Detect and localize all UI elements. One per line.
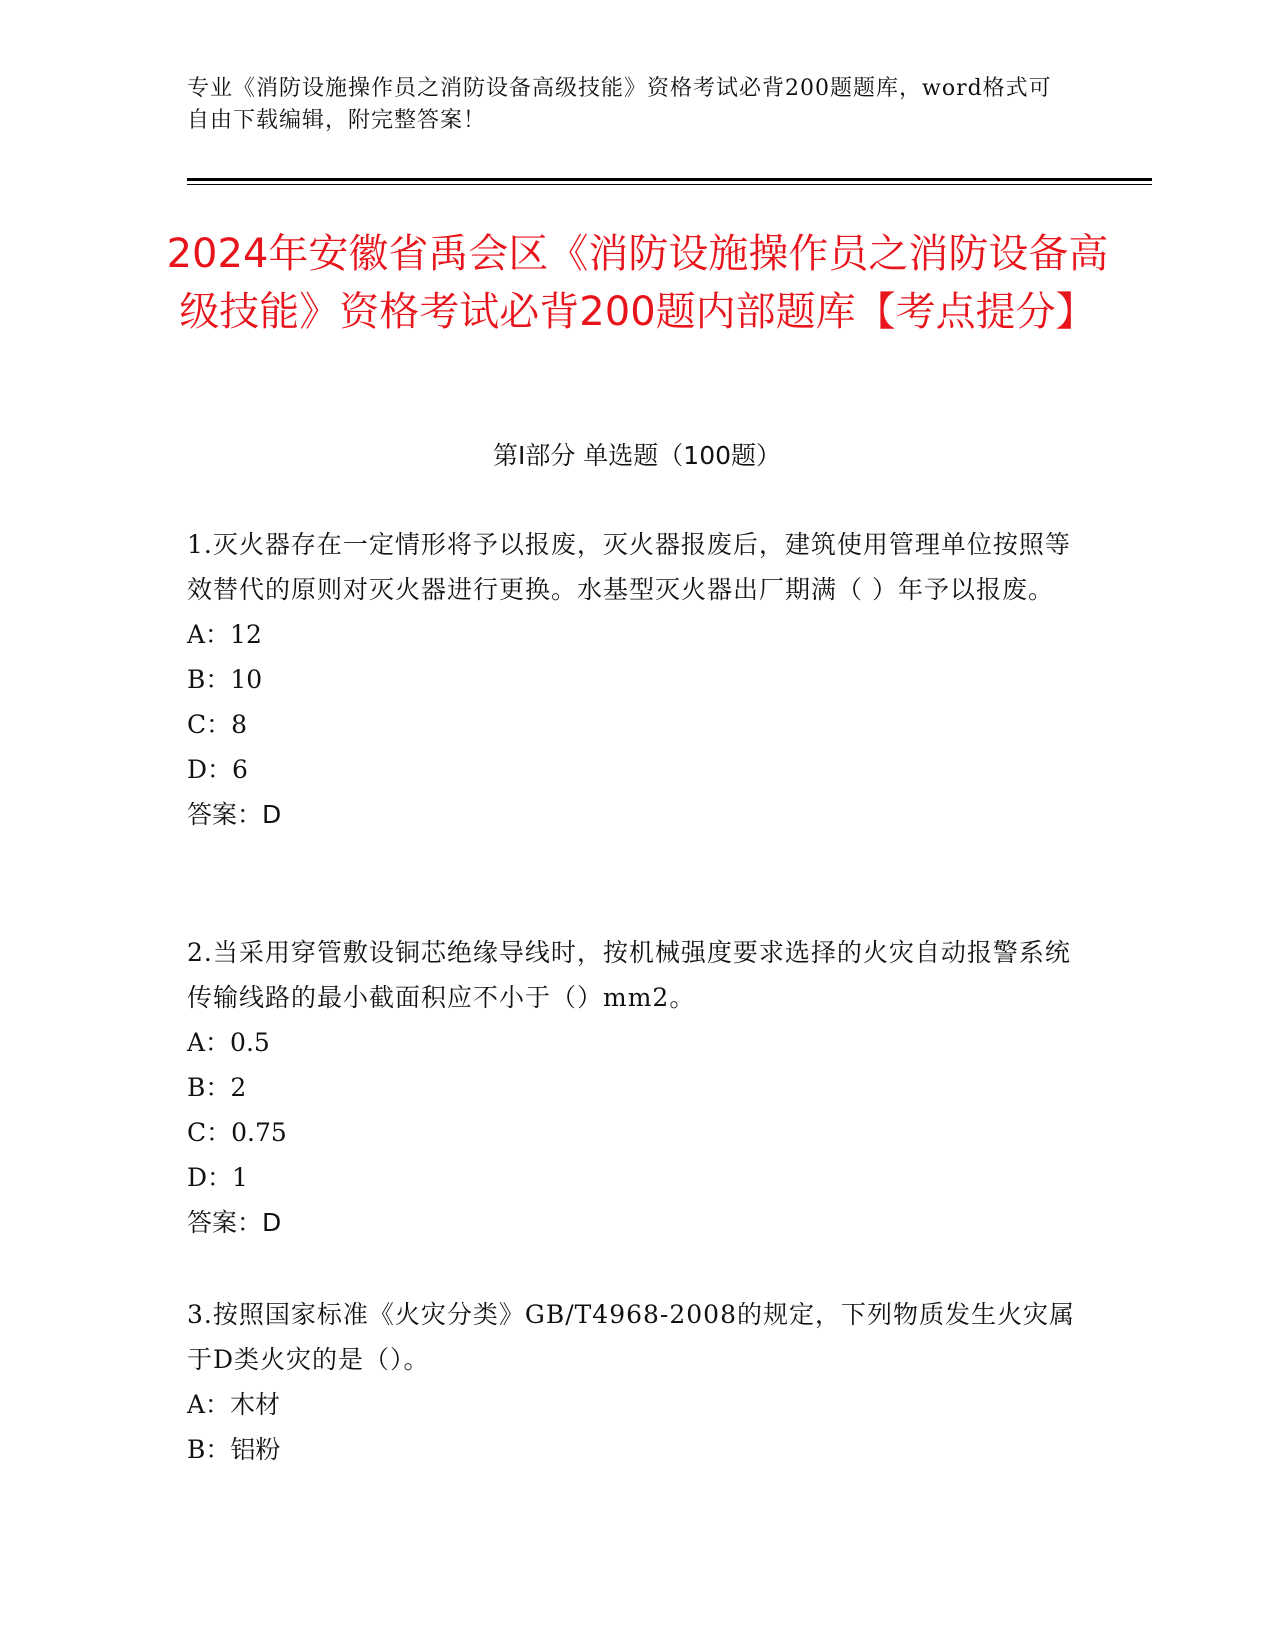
- question-2: [187, 930, 1087, 1245]
- answer: 答案：D: [187, 800, 282, 829]
- option-d: D：1: [187, 1163, 248, 1192]
- option-a: A：12: [187, 620, 262, 649]
- document-title: 2024年安徽省禹会区《消防设施操作员之消防设备高级技能》资格考试必背200题内部题库【考点提分】: [166, 231, 1109, 335]
- option-d: D：6: [187, 755, 248, 784]
- header-divider-thick: [187, 178, 1152, 181]
- option-b: B：2: [187, 1073, 247, 1102]
- question-stem: 2.当采用穿管敷设铜芯绝缘导线时，按机械强度要求选择的火灾自动报警系统传输线路的最小截面积应不小于（）mm2。: [187, 938, 1071, 1012]
- option-b: B：10: [187, 665, 263, 694]
- header-divider-thin: [187, 184, 1152, 185]
- section-title: 第I部分 单选题（100题）: [492, 441, 782, 470]
- question-stem: 1.灭火器存在一定情形将予以报废，灭火器报废后，建筑使用管理单位按照等效替代的原则对灭火器进行更换。水基型灭火器出厂期满（ ）年予以报废。: [187, 530, 1071, 604]
- option-b: B：铝粉: [187, 1435, 281, 1464]
- option-c: C：0.75: [187, 1118, 287, 1147]
- question-stem: 3.按照国家标准《火灾分类》GB/T4968-2008的规定，下列物质发生火灾属于D类火灾的是（）。: [187, 1300, 1075, 1374]
- question-1: [187, 522, 1087, 837]
- option-a: A：木材: [187, 1390, 281, 1419]
- option-a: A：0.5: [187, 1028, 270, 1057]
- header-note: 专业《消防设施操作员之消防设备高级技能》资格考试必背200题题库，word格式可自由下载编辑，附完整答案！: [187, 76, 1052, 133]
- question-3: [187, 1292, 1087, 1472]
- answer: 答案：D: [187, 1208, 282, 1237]
- option-c: C：8: [187, 710, 248, 739]
